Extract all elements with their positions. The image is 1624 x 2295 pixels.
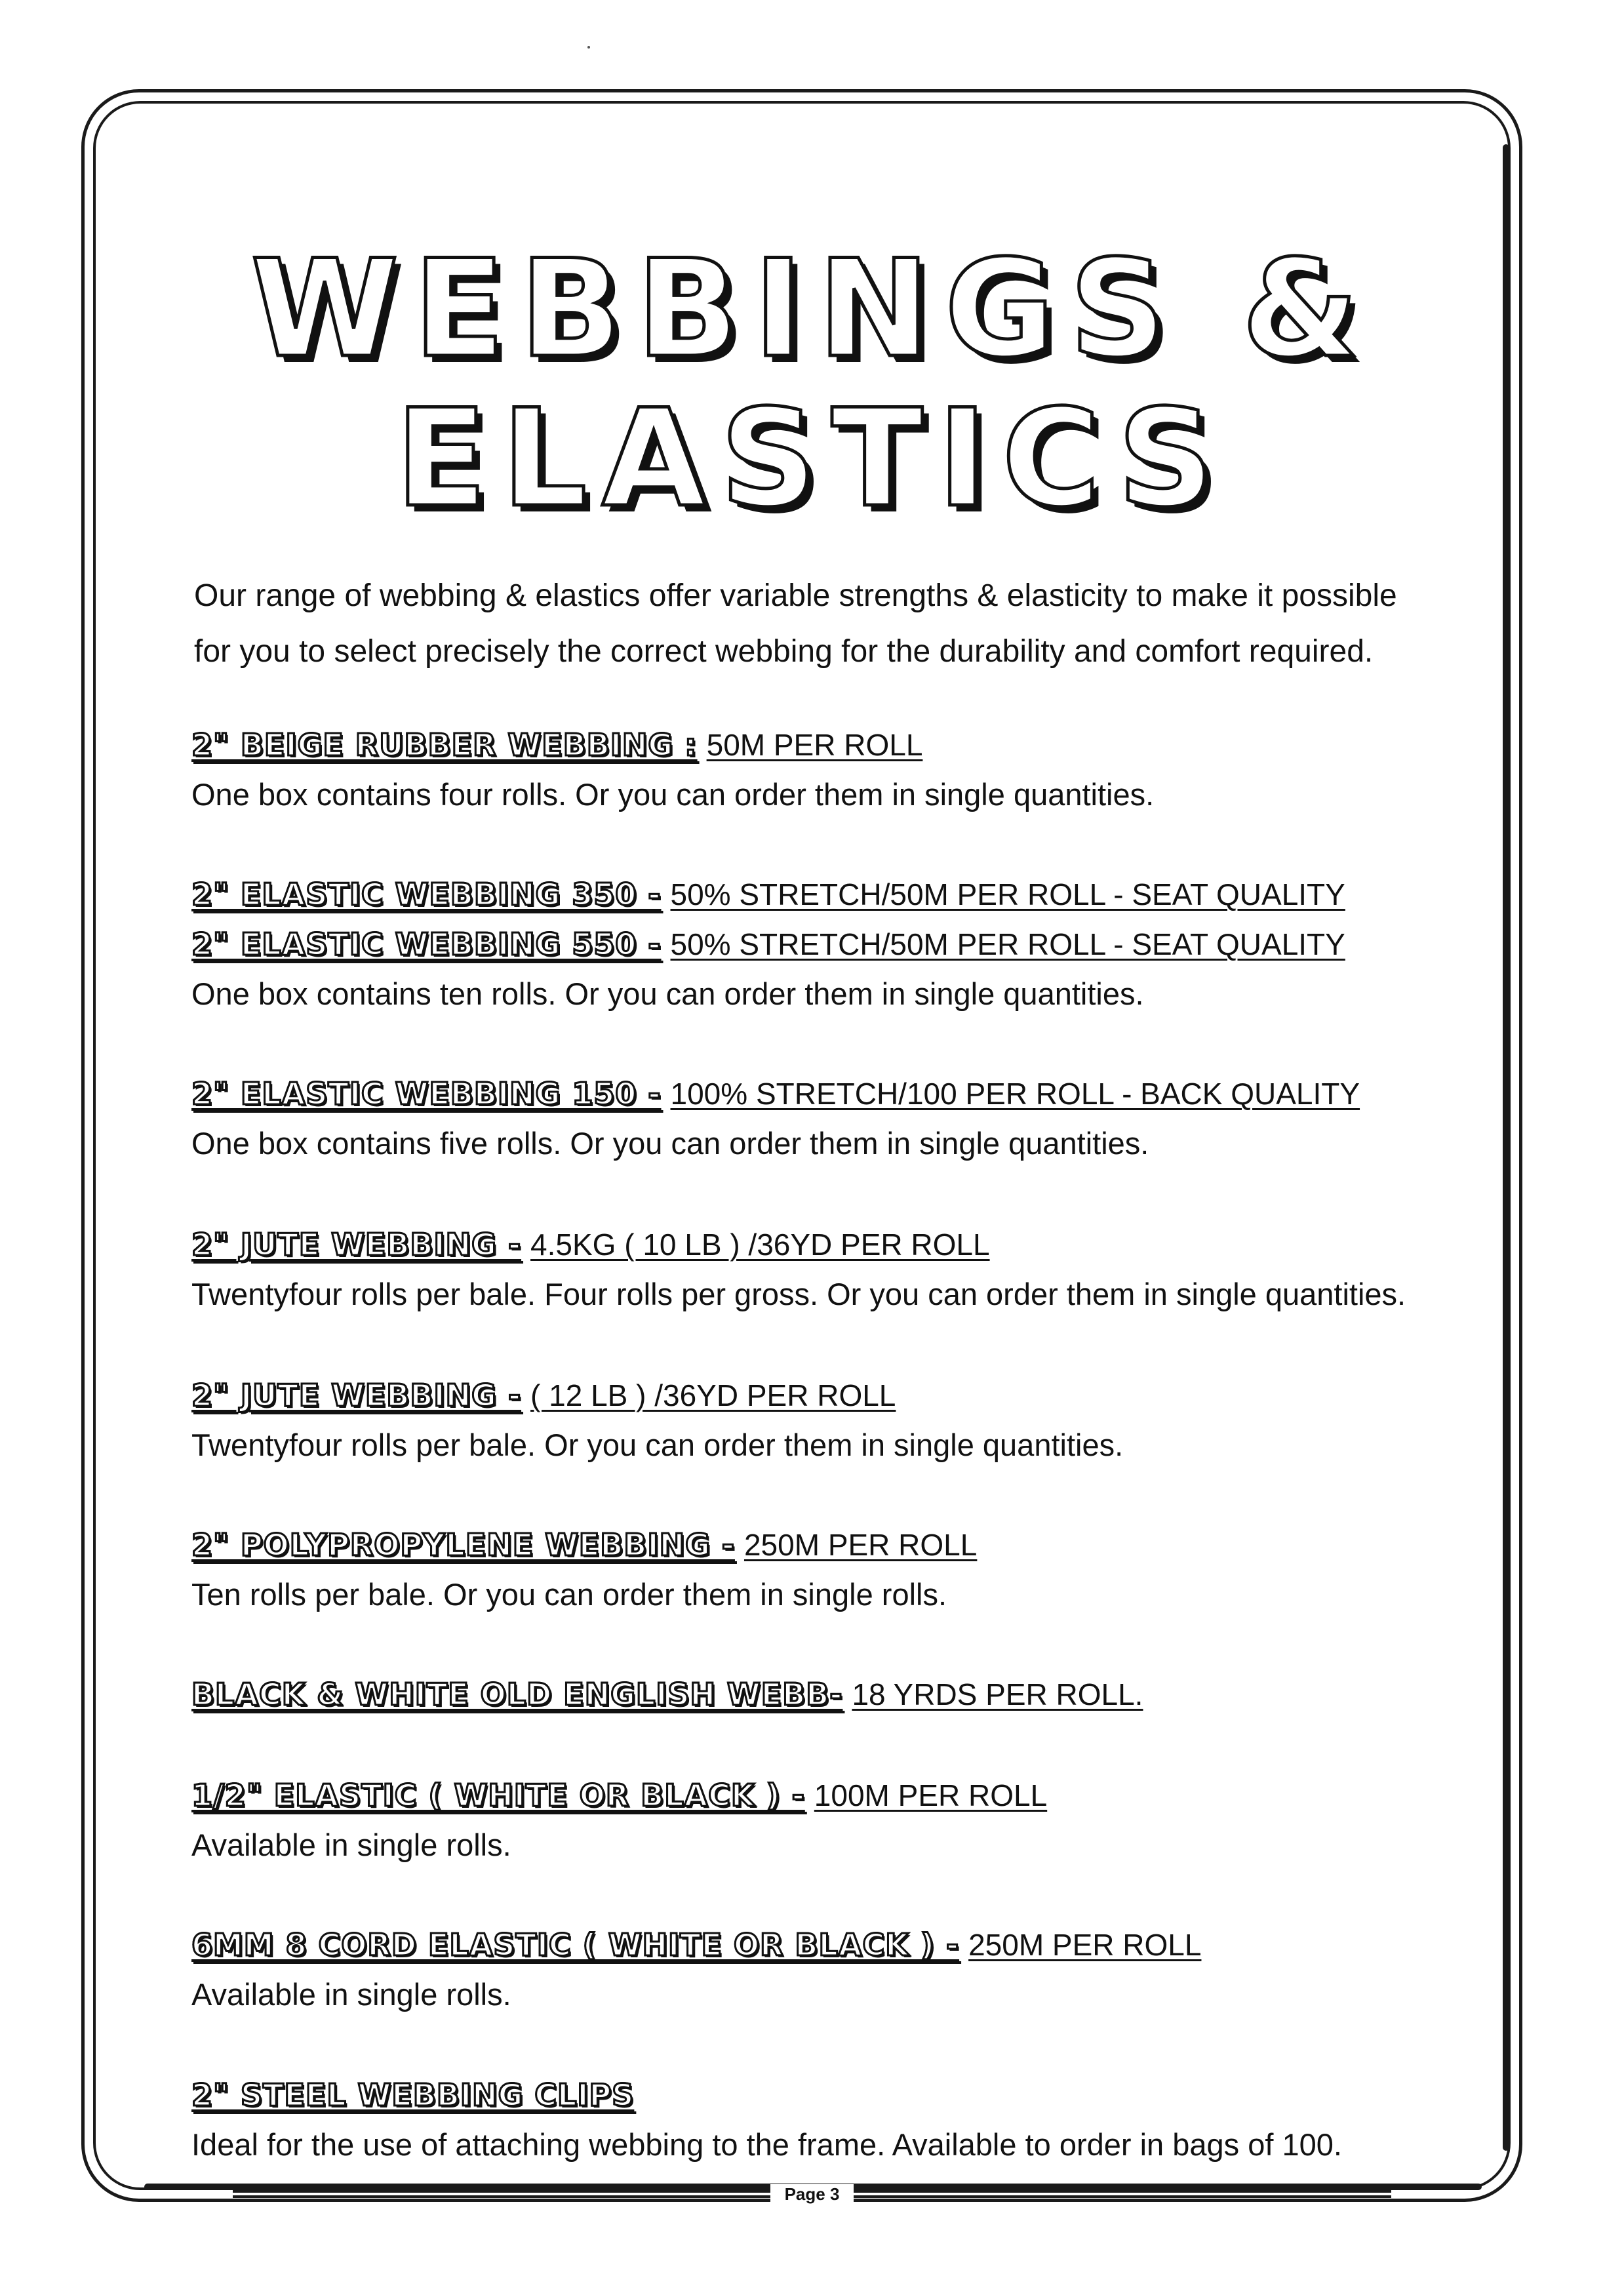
product-entry-steel-webbing-clips	[191, 2070, 1503, 2170]
product-heading	[191, 1370, 1503, 1420]
page-footer	[0, 2180, 1624, 2208]
product-entry-6mm-cord-elastic	[191, 1920, 1503, 2020]
product-spec: 250M PER ROLL	[743, 1528, 978, 1562]
product-name: 2" BEIGE RUBBER WEBBING :	[191, 727, 698, 763]
intro-paragraph	[194, 568, 1499, 679]
product-spec: ( 12 LB ) /36YD PER ROLL	[530, 1378, 896, 1412]
product-heading	[191, 2070, 1503, 2120]
product-spec: 50M PER ROLL	[706, 728, 923, 762]
product-description: One box contains five rolls. Or you can order them in single quantities.	[191, 1126, 1149, 1161]
product-description: Twentyfour rolls per bale. Or you can order them in single quantities.	[191, 1427, 1124, 1462]
page-title-line-2: ELASTICS	[395, 381, 1229, 537]
product-heading	[191, 1920, 1503, 1970]
product-description: Twentyfour rolls per bale. Four rolls per gross. Or you can order them in single quantities.	[191, 1277, 1406, 1311]
product-name: 1/2" ELASTIC ( WHITE OR BLACK ) -	[191, 1778, 805, 1813]
product-entry-elastic-webbing-150	[191, 1069, 1503, 1168]
product-heading	[191, 720, 1503, 770]
product-entry-elastic-webbing-350-550	[191, 869, 1503, 1019]
product-entry-old-english-webb	[191, 1669, 1503, 1719]
product-heading	[191, 869, 1503, 919]
product-name: 2" STEEL WEBBING CLIPS	[191, 2077, 635, 2113]
page-number: Page 3	[770, 2184, 854, 2205]
product-description: Ideal for the use of attaching webbing to the frame. Available to order in bags of 100.	[191, 2127, 1342, 2162]
intro-line: for you to select precisely the correct webbing for the durability and comfort required.	[194, 634, 1374, 669]
product-heading	[191, 919, 1503, 969]
product-name: 6MM 8 CORD ELASTIC ( WHITE OR BLACK ) -	[191, 1927, 960, 1963]
product-spec: 250M PER ROLL	[968, 1928, 1202, 1962]
product-entry-half-inch-elastic	[191, 1770, 1503, 1870]
product-spec: 50% STRETCH/50M PER ROLL - SEAT QUALITY	[670, 877, 1345, 911]
product-name: BLACK & WHITE OLD ENGLISH WEBB-	[191, 1677, 843, 1712]
product-name: 2" POLYPROPYLENE WEBBING -	[191, 1527, 735, 1563]
product-description: One box contains four rolls. Or you can order them in single quantities.	[191, 777, 1155, 812]
product-spec: 4.5KG ( 10 LB ) /36YD PER ROLL	[530, 1227, 990, 1262]
footer-rule-left	[233, 2190, 770, 2198]
product-entry-jute-webbing-10lb	[191, 1220, 1503, 1319]
product-description: Available in single rolls.	[191, 1977, 511, 2012]
product-name: 2" ELASTIC WEBBING 350 -	[191, 877, 662, 912]
intro-line: Our range of webbing & elastics offer variable strengths & elasticity to make it possible	[194, 578, 1397, 613]
product-name: 2" ELASTIC WEBBING 550 -	[191, 927, 662, 962]
product-spec: 100M PER ROLL	[814, 1778, 1048, 1812]
scan-speck	[587, 46, 590, 49]
product-description: Ten rolls per bale. Or you can order them in single rolls.	[191, 1577, 947, 1612]
product-description: Available in single rolls.	[191, 1827, 511, 1862]
product-heading	[191, 1069, 1503, 1119]
footer-rule-right	[854, 2190, 1391, 2198]
product-entry-jute-webbing-12lb	[191, 1370, 1503, 1470]
product-name: 2" ELASTIC WEBBING 150 -	[191, 1076, 662, 1111]
product-heading	[191, 1520, 1503, 1570]
product-name: 2" JUTE WEBBING -	[191, 1378, 522, 1413]
product-entry-beige-rubber-webbing	[191, 720, 1503, 820]
product-spec: 18 YRDS PER ROLL.	[852, 1677, 1143, 1711]
product-spec: 50% STRETCH/50M PER ROLL - SEAT QUALITY	[670, 927, 1345, 961]
product-heading	[191, 1669, 1503, 1719]
product-heading	[191, 1220, 1503, 1269]
product-heading	[191, 1770, 1503, 1820]
page-title-line-1: WEBBINGS &	[250, 231, 1374, 388]
product-name: 2" JUTE WEBBING -	[191, 1227, 522, 1262]
product-entry-polypropylene-webbing	[191, 1520, 1503, 1620]
product-spec: 100% STRETCH/100 PER ROLL - BACK QUALITY	[670, 1077, 1360, 1111]
product-description: One box contains ten rolls. Or you can order them in single quantities.	[191, 976, 1144, 1011]
